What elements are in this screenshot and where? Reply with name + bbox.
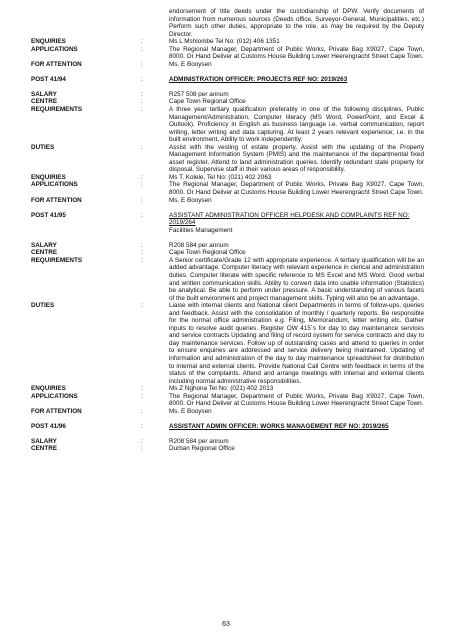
- post-number: POST 41/94: [31, 75, 66, 83]
- requirements-value: A three year tertiary qualification preferably in one of the following disciplines, Public Management/Administration, Computer literacy (MS Word, PowerPoint, and Excel & Outlook). Proficiency in English as business language i.e. verbal communication, report writing, letter writing and data capturing. At least 2 years relevant experience; i.e. in the built environment, Ability to work independently.: [169, 106, 424, 144]
- enquiries-label: ENQUIRIES: [31, 173, 66, 181]
- centre-label: CENTRE: [31, 249, 58, 257]
- colon: :: [141, 256, 143, 264]
- colon: :: [141, 211, 143, 219]
- for-attention-value: Ms. E Booysen: [169, 60, 212, 68]
- applications-label: APPLICATIONS: [31, 392, 78, 400]
- applications-value: The Regional Manager, Department of Public Works, Private Bag X9027, Cape Town, 8000. Or Hand Deliver at Customs House Building Lower Heerengracht Street Cape Town.: [169, 181, 424, 197]
- post-96-header: [31, 423, 424, 431]
- intro-row: [31, 8, 424, 38]
- colon: :: [141, 181, 143, 189]
- colon: :: [141, 106, 143, 114]
- salary-label: SALARY: [31, 241, 57, 249]
- colon: :: [141, 45, 143, 53]
- post-94-applications-row: [31, 181, 424, 196]
- duties-value: Assist with the vesting of estate property. Assist with the updating of the Property Management Information System (PMIS) and the maintenance of the departmental fixed asset register. Attend to land administration queries. Identify redundant state property for disposal. Supervise staff in their various areas of responsibility.: [169, 143, 424, 174]
- colon: :: [141, 392, 143, 400]
- colon: :: [141, 422, 143, 430]
- post-94-attention-row: [31, 197, 424, 205]
- colon: :: [141, 173, 143, 181]
- applications-value: The Regional Manager, Department of Public Works, Private Bag X9027, Cape Town, 8000. Or Hand Deliver at Customs House Building Lower Heerengracht Street Cape Town.: [169, 392, 424, 408]
- requirements-value: A Senior certificate/Grade 12 with appropriate experience. A tertiary qualification will be an added advantage. Computer literacy with relevant experience in clerical and administration duties. Computer literate with specific reference to MS Excel and MS Word. Good verbal and written communication skills. Ability to convert data into usable information (Statistics) be analytical. Be able to perform under pressure. A basic understanding of various facets of the built environment and project management skills. Typing will also be an advantage.: [169, 256, 424, 302]
- salary-label: SALARY: [31, 90, 57, 98]
- enquiries-label: ENQUIRIES: [31, 38, 66, 46]
- colon: :: [141, 407, 143, 415]
- for-attention-value: Ms. E Booysen: [169, 196, 212, 204]
- post-96-salary-row: [31, 438, 424, 446]
- applications-value: The Regional Manager, Department of Public Works, Private Bag X9027, Cape Town, 8000. Or Hand Deliver at Customs House Building Lower Heerengracht Street Cape Town.: [169, 45, 424, 61]
- intro-text: endorsement of title deeds under the custodianship of DPW. Verify documents of information from numerous sources (Deeds office, Surveyor-General, Municipalities, etc.) Perform such other duties, appropriate to the role, as may be required by the Deputy Director.: [169, 8, 424, 38]
- post-title-block: [169, 212, 424, 235]
- block0-enquiries-row: [31, 38, 424, 46]
- centre-value: Cape Town Regional Office: [169, 249, 246, 257]
- colon: :: [141, 445, 143, 453]
- for-attention-value: Ms. E Booysen: [169, 407, 212, 415]
- colon: :: [141, 241, 143, 249]
- post-94-duties-row: [31, 144, 424, 174]
- centre-value: Durban Regional Office: [169, 445, 235, 453]
- post-95-header: [31, 212, 424, 235]
- duties-value: Liaise with internal clients and National client Departments in terms of follow-ups, queries and feedback. Assist with the consolidation of monthly / quarterly reports. Be responsible for the normal office administration e.g. Filing, Memorandum, letter writing etc. Gather inputs to resolve audit queries. Register OW 415`s for day to day maintenance services and service contracts Updating and filing of record system for service contracts and day to day maintenance services. Follow up of outstanding cases and attend to queries in order to ensure enquiries are addressed and service delivery being maintained. Updating of information and administration of the day to day maintenance spreadsheet for distribution to internal and external clients. Provide National Call Centre with feedback in terms of the status of the complaints. Attend and arrange meetings with internal and external clients including normal administrative responsibilities.: [169, 302, 424, 385]
- post-94-requirements-row: [31, 106, 424, 144]
- post-95-requirements-row: [31, 257, 424, 302]
- post-95-attention-row: [31, 408, 424, 416]
- colon: :: [141, 302, 143, 310]
- post-94-header: [31, 76, 424, 84]
- post-96-centre-row: [31, 445, 424, 453]
- enquiries-value: Ms T. Kolele, Tel No: (021) 402 2063: [169, 173, 272, 181]
- duties-label: DUTIES: [31, 302, 55, 310]
- enquiries-label: ENQUIRIES: [31, 385, 66, 393]
- salary-value: R208 584 per annum: [169, 241, 229, 249]
- colon: :: [141, 249, 143, 257]
- enquiries-value: Ms Z Nghona Tel No: (021) 402 2013: [169, 385, 274, 393]
- colon: :: [141, 437, 143, 445]
- post-95-enquiries-row: [31, 385, 424, 393]
- for-attention-label: FOR ATTENTION: [31, 60, 82, 68]
- centre-label: CENTRE: [31, 445, 58, 453]
- post-95-salary-row: [31, 242, 424, 250]
- post-95-duties-row: [31, 302, 424, 385]
- post-number: POST 41/95: [31, 211, 66, 219]
- requirements-label: REQUIREMENTS: [31, 106, 83, 114]
- post-title: ASSISTANT ADMIN OFFICER: WORKS MANAGEMENT REF NO: 2019/265: [169, 422, 389, 430]
- applications-label: APPLICATIONS: [31, 45, 78, 53]
- post-94-salary-row: [31, 91, 424, 99]
- post-95-centre-row: [31, 249, 424, 257]
- post-title: ADMINISTRATION OFFICER: PROJECTS REF NO: 2019/263: [169, 75, 348, 83]
- block0-attention-row: [31, 61, 424, 69]
- page-number: 63: [222, 621, 230, 628]
- colon: :: [141, 38, 143, 46]
- for-attention-label: FOR ATTENTION: [31, 407, 82, 415]
- salary-value: R257 508 per annum: [169, 90, 229, 98]
- post-95-applications-row: [31, 393, 424, 408]
- for-attention-label: FOR ATTENTION: [31, 196, 82, 204]
- applications-label: APPLICATIONS: [31, 181, 78, 189]
- colon: :: [141, 385, 143, 393]
- colon: :: [141, 143, 143, 151]
- block0-applications-row: [31, 46, 424, 61]
- colon: :: [141, 90, 143, 98]
- centre-value: Cape Town Regional Office: [169, 98, 246, 106]
- colon: :: [141, 60, 143, 68]
- requirements-label: REQUIREMENTS: [31, 256, 83, 264]
- post-subtitle: Facilities Management: [169, 226, 233, 234]
- salary-value: R208 584 per annum: [169, 437, 229, 445]
- post-94-enquiries-row: [31, 174, 424, 182]
- post-94-centre-row: [31, 98, 424, 106]
- page-content: [31, 8, 424, 453]
- enquiries-value: Ms L Mshlombe Tel No: (012) 406 1351: [169, 38, 280, 46]
- colon: :: [141, 98, 143, 106]
- post-title: ASSISTANT ADMINISTRATION OFFICER HELPDESK AND COMPLAINTS REF NO: 2019/264: [169, 211, 410, 227]
- colon: :: [141, 75, 143, 83]
- duties-label: DUTIES: [31, 143, 55, 151]
- colon: :: [141, 196, 143, 204]
- centre-label: CENTRE: [31, 98, 58, 106]
- salary-label: SALARY: [31, 437, 57, 445]
- post-number: POST 41/96: [31, 422, 66, 430]
